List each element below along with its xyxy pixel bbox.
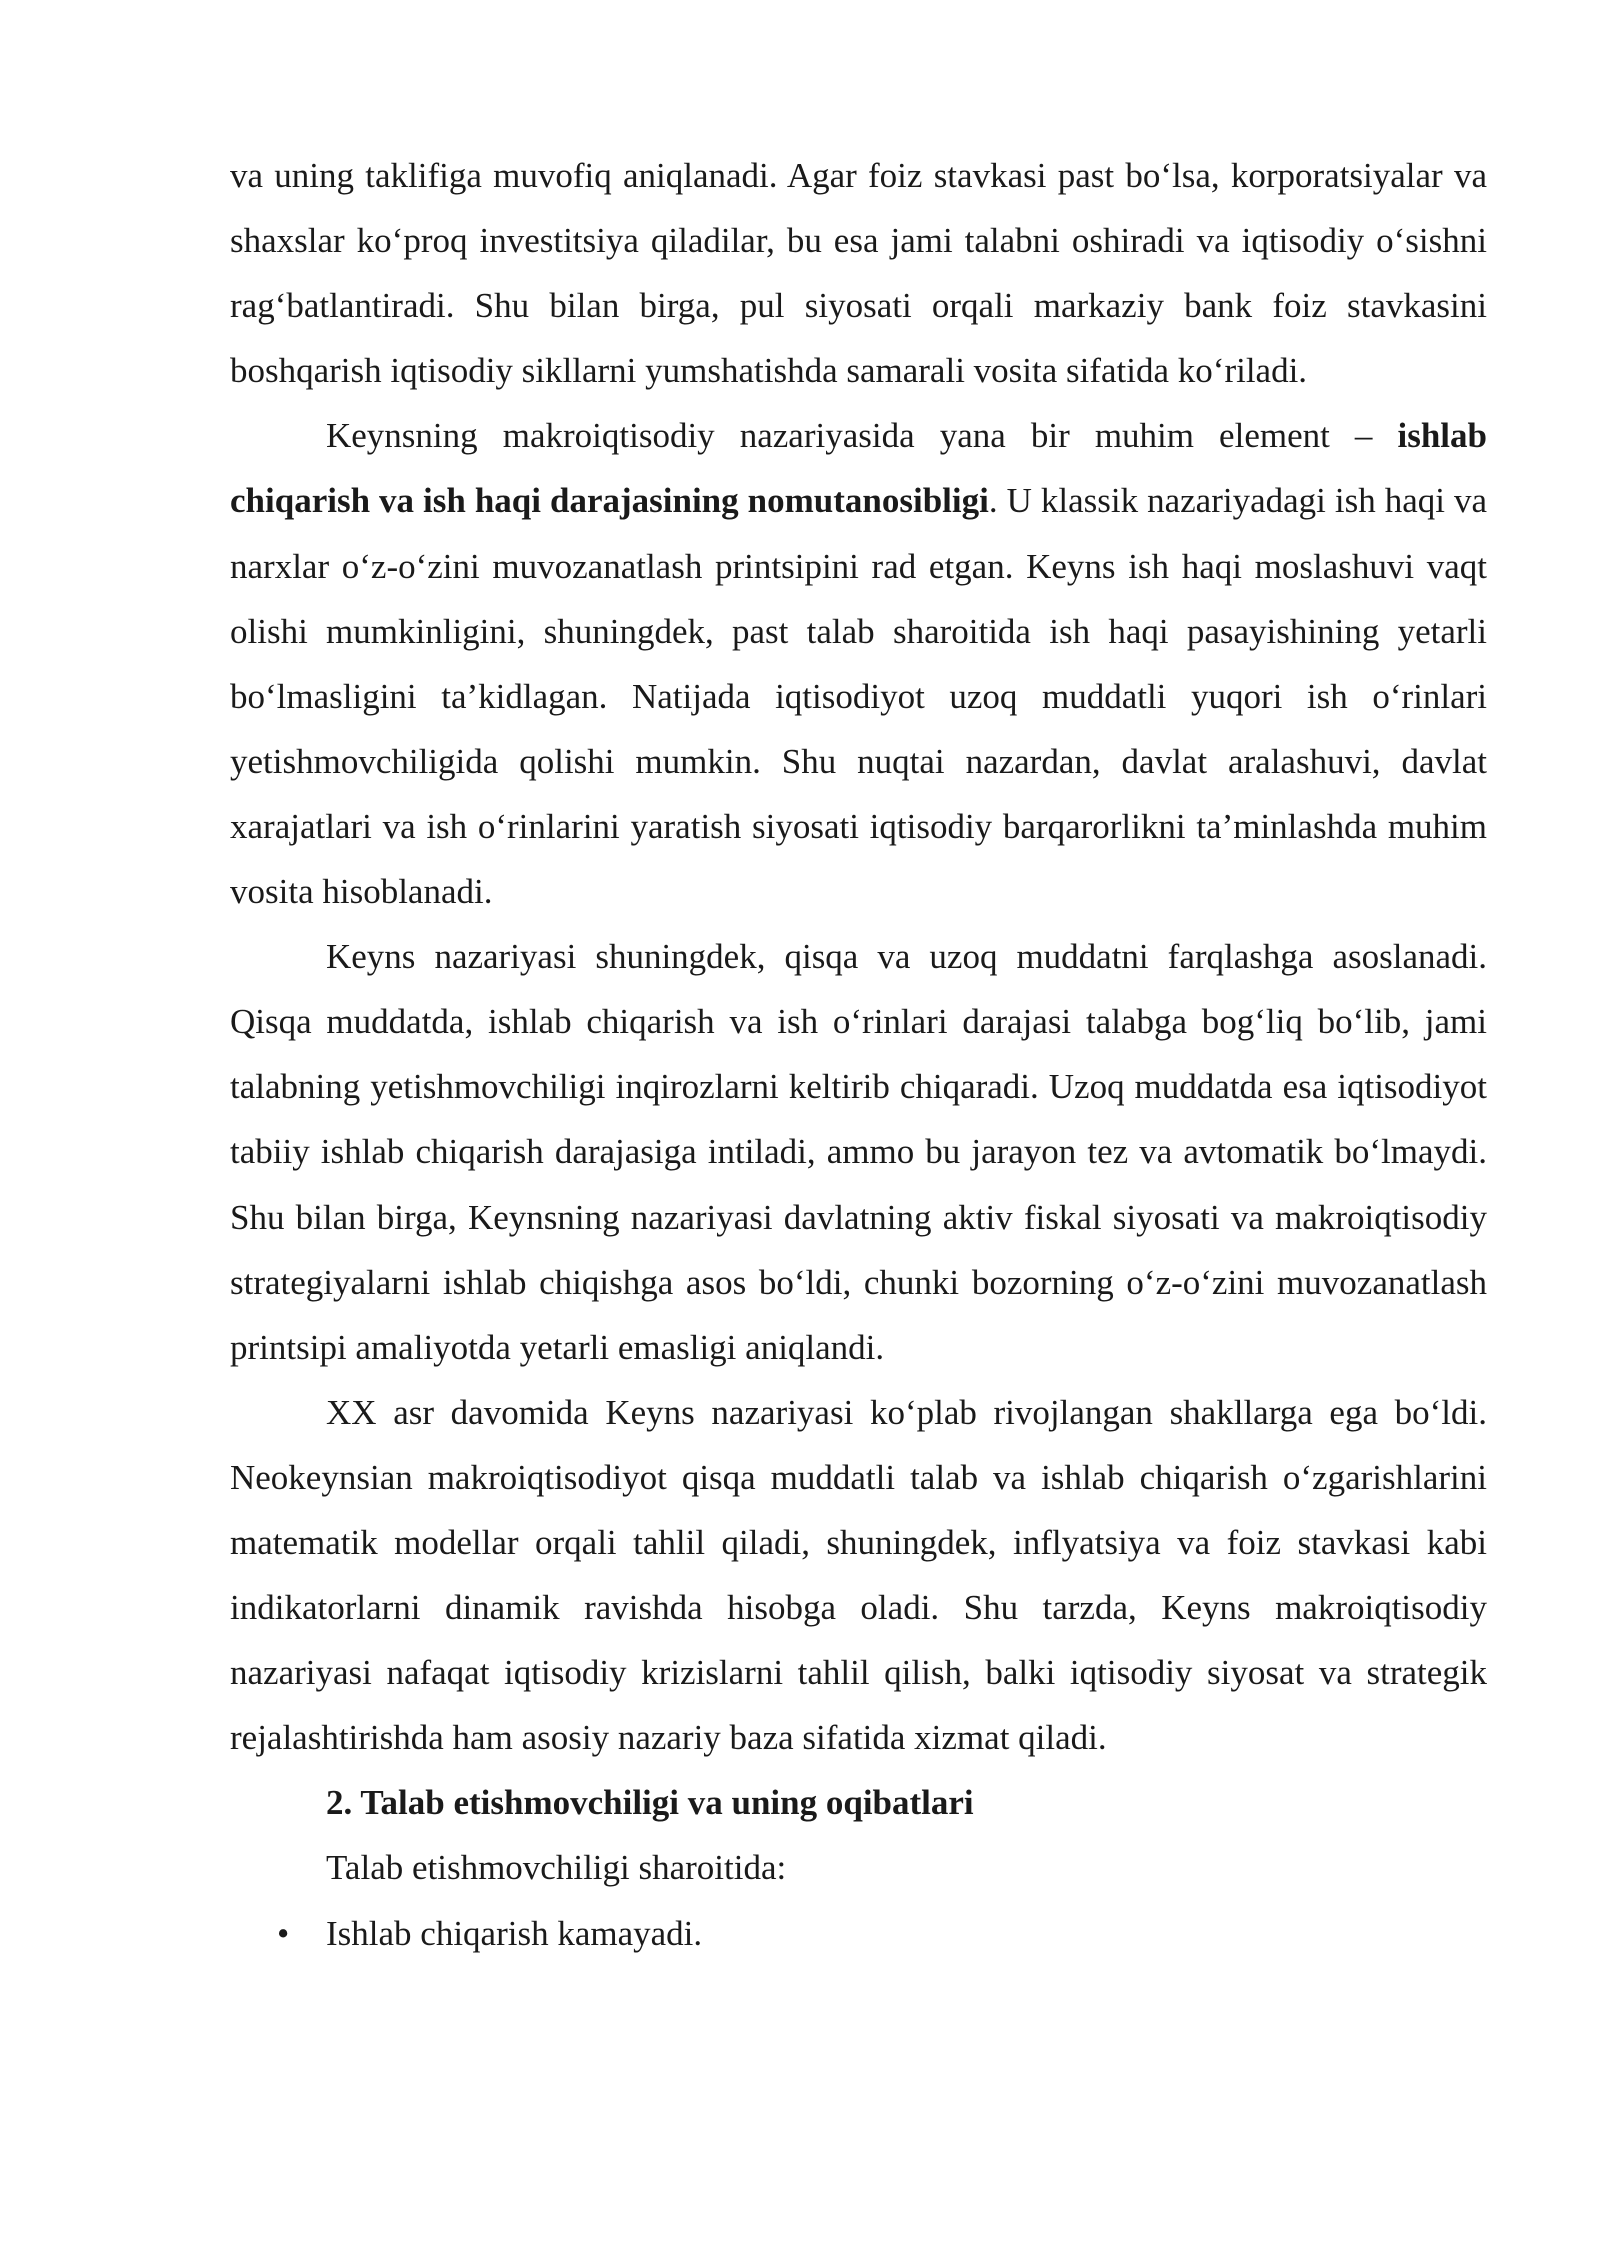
list-item <box>230 1901 1487 1966</box>
bullet-list <box>230 1901 1487 1966</box>
paragraph-short-long-run: Keyns nazariyasi shuningdek, qisqa va uzoq muddatni farqlashga asoslanadi. Qisqa muddatda, ishlab chiqarish va ish o‘rinlari darajasi talabga bog‘liq bo‘lib, jami talabning yetishmovchiligi inqirozlarni keltirib chiqaradi. Uzoq muddatda esa iqtisodiyot tabiiy ishlab chiqarish darajasiga intiladi, ammo bu jarayon tez va avtomatik bo‘lmaydi. Shu bilan birga, Keynsning nazariyasi davlatning aktiv fiskal siyosati va makroiqtisodiy strategiyalarni ishlab chiqishga asos bo‘ldi, chunki bozorning o‘z-o‘zini muvozanatlash printsipi amaliyotda yetarli emasligi aniqlandi. <box>230 937 1487 1367</box>
list-item-text: Ishlab chiqarish kamayadi. <box>326 1913 703 1953</box>
paragraph-wage-imbalance <box>230 403 1487 924</box>
bold-term: ishlab chiqarish va ish haqi darajasining nomutanosibligi <box>230 416 1487 521</box>
bullet-icon: • <box>277 1913 290 1953</box>
section-heading: 2. Talab etishmovchiligi va uning oqibatlari <box>326 1783 974 1823</box>
paragraph-text: . U klassik nazariyadagi ish haqi va narxlar o‘z-o‘zini muvozanatlash printsipini rad etgan. Keyns ish haqi moslashuvi vaqt olishi mumkinligini, shuningdek, past talab sharoitida ish haqi pasayishining yetarli bo‘lmasligini ta’kidlagan. Natijada iqtisodiyot uzoq muddatli yuqori ish o‘rinlari yetishmovchiligida qolishi mumkin. Shu nuqtai nazardan, davlat aralashuvi, davlat xarajatlari va ish o‘rinlarini yaratish siyosati iqtisodiy barqarorlikni ta’minlashda muhim vosita hisoblanadi. <box>230 481 1488 912</box>
document-page <box>230 143 1487 1966</box>
paragraph-neokeynesian: XX asr davomida Keyns nazariyasi ko‘plab rivojlangan shakllarga ega bo‘ldi. Neokeynsian makroiqtisodiyot qisqa muddatli talab va ishlab chiqarish o‘zgarishlarini matematik modellar orqali tahlil qiladi, shuningdek, inflyatsiya va foiz stavkasi kabi indikatorlarni dinamik ravishda hisobga oladi. Shu tarzda, Keyns makroiqtisodiy nazariyasi nafaqat iqtisodiy krizislarni tahlil qilish, balki iqtisodiy siyosat va strategik rejalashtirishda ham asosiy nazariy baza sifatida xizmat qiladi. <box>230 1392 1487 1758</box>
paragraph-text: Keynsning makroiqtisodiy nazariyasida yana bir muhim element – <box>326 416 1398 456</box>
paragraph-monetary-policy: va uning taklifiga muvofiq aniqlanadi. Agar foiz stavkasi past bo‘lsa, korporatsiyalar va shaxslar ko‘proq investitsiya qiladilar, bu esa jami talabni oshiradi va iqtisodiy o‘sishni rag‘batlantiradi. Shu bilan birga, pul siyosati orqali markaziy bank foiz stavkasini boshqarish iqtisodiy sikllarni yumshatishda samarali vosita sifatida ko‘riladi. <box>230 156 1487 391</box>
section-intro: Talab etishmovchiligi sharoitida: <box>326 1848 787 1888</box>
